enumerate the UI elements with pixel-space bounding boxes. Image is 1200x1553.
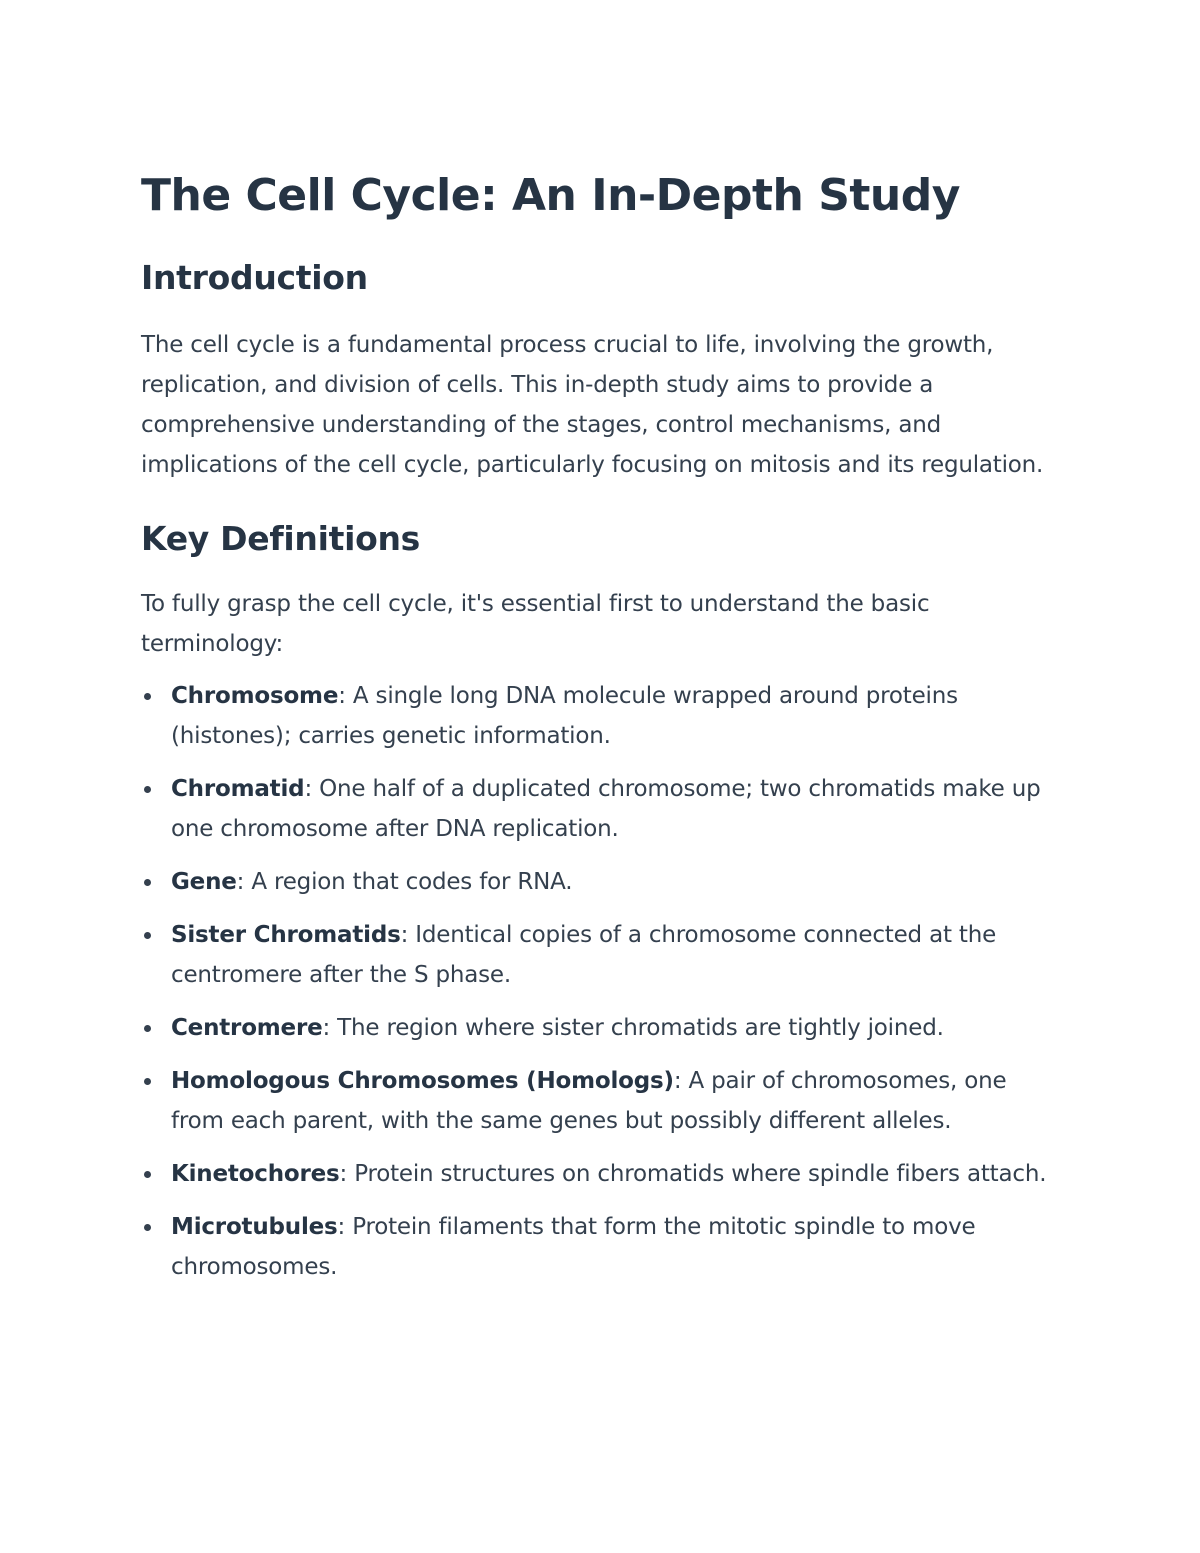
definition-separator: : [339,1161,355,1187]
definition-separator: : [236,869,252,895]
definition-term: Kinetochores [171,1161,340,1187]
definition-separator: : [337,1214,353,1240]
definition-separator: : [673,1068,689,1094]
section-heading-key-definitions: Key Definitions [141,519,421,558]
definitions-list [141,676,1060,1287]
definition-term: Homologous Chromosomes (Homologs) [171,1068,674,1094]
definition-text: Protein filaments that form the mitotic spindle to move chromosomes. [171,1214,976,1280]
definition-item-kinetochores [141,1154,1060,1194]
definition-text: A pair of chromosomes, one from each parent, with the same genes but possibly different alleles. [171,1068,1007,1134]
definition-term: Centromere [171,1015,323,1041]
definition-separator: : [338,683,353,709]
definition-item-chromatid [141,769,1060,849]
definition-text: One half of a duplicated chromosome; two chromatids make up one chromosome after DNA replication. [171,776,1041,842]
definition-item-centromere [141,1008,1060,1048]
bullet-icon [144,932,151,939]
definition-term: Chromatid [171,776,305,802]
key-definitions-paragraph: To fully grasp the cell cycle, it's essential first to understand the basic terminology: [141,591,930,657]
definition-term: Microtubules [171,1214,338,1240]
document-title: The Cell Cycle: An In-Depth Study [141,170,960,221]
section-heading-introduction: Introduction [141,258,368,297]
bullet-icon [144,1025,151,1032]
definition-item-microtubules [141,1207,1060,1287]
definition-term: Chromosome [171,683,339,709]
definition-separator: : [400,922,416,948]
definition-term: Gene [171,869,237,895]
definition-item-gene [141,862,1060,902]
definition-text: Identical copies of a chromosome connected at the centromere after the S phase. [171,922,997,988]
definition-term: Sister Chromatids [171,922,401,948]
definition-item-homologous-chromosomes [141,1061,1060,1141]
definition-item-sister-chromatids [141,915,1060,995]
definition-separator: : [322,1015,338,1041]
bullet-icon [144,879,151,886]
definition-text: Protein structures on chromatids where spindle fibers attach. [354,1161,1047,1187]
bullet-icon [144,693,151,700]
definition-text: A single long DNA molecule wrapped around proteins (histones); carries genetic information. [171,683,958,749]
definition-text: The region where sister chromatids are tightly joined. [337,1015,944,1041]
bullet-icon [144,1224,151,1231]
introduction-paragraph: The cell cycle is a fundamental process crucial to life, involving the growth, replication, and division of cells. This in-depth study aims to provide a comprehensive understanding of the stages, control mechanisms, and implications of the cell cycle, particularly focusing on mitosis and its regulation. [141,332,1044,478]
definition-item-chromosome [141,676,1060,756]
bullet-icon [144,1078,151,1085]
definition-separator: : [304,776,320,802]
definition-text: A region that codes for RNA. [251,869,573,895]
bullet-icon [144,1171,151,1178]
bullet-icon [144,786,151,793]
